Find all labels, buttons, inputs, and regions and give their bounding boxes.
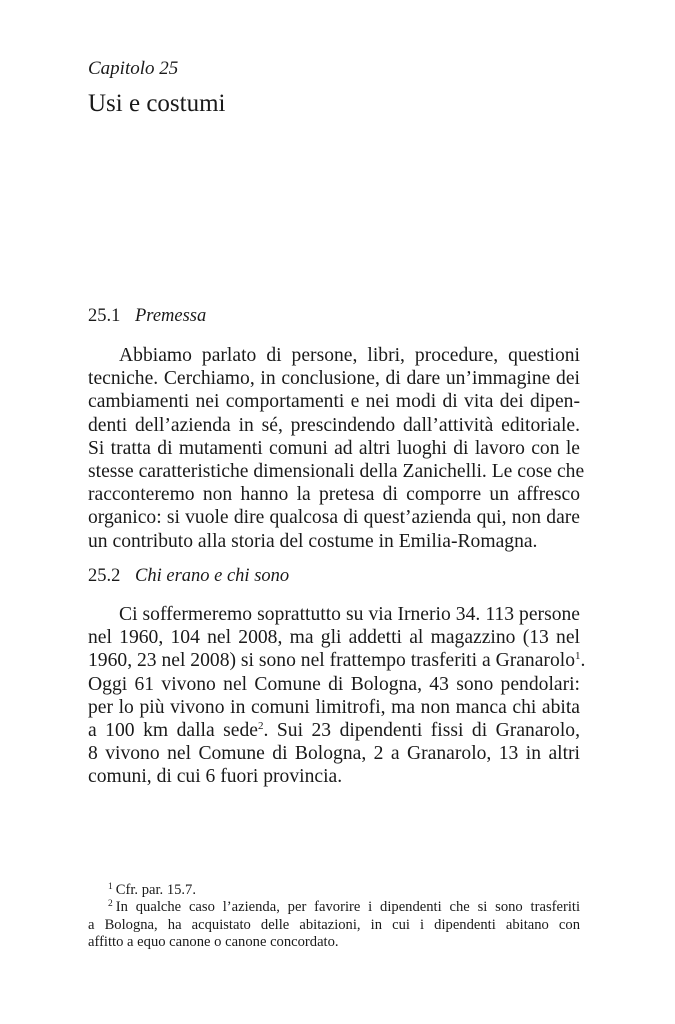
text-line: Si tratta di mutamenti comuni ad altri luoghi di lavoro con le xyxy=(88,437,580,459)
section-heading-premessa xyxy=(88,306,206,327)
text-line: organico: si vuole dire qualcosa di quest’azienda qui, non dare xyxy=(88,507,580,529)
section-number: 25.1 xyxy=(88,306,121,326)
text-line xyxy=(88,649,586,672)
text-line: per lo più vivono in comuni limitrofi, ma non manca chi abita xyxy=(88,696,580,718)
text-line: 8 vivono nel Comune di Bologna, 2 a Granarolo, 13 in altri xyxy=(88,743,580,765)
section-title: Chi erano e chi sono xyxy=(135,566,290,586)
text-line: Abbiamo parlato di persone, libri, procedure, questioni xyxy=(119,345,580,366)
text-line: tecniche. Cerchiamo, in conclusione, di dare un’immagine dei xyxy=(88,368,580,390)
section-title: Premessa xyxy=(135,306,207,326)
text-line: racconteremo non hanno la pretesa di comporre un affresco xyxy=(88,484,580,506)
footnote-text: Cfr. par. 15.7. xyxy=(115,882,197,898)
footnotes xyxy=(88,882,580,952)
paragraph-premessa xyxy=(88,344,585,553)
paragraph-chi-erano xyxy=(88,603,586,789)
footnote-ref-2[interactable]: 2 xyxy=(257,719,264,732)
text-line: Ci soffermeremo soprattutto su via Irnerio 34. 113 persone xyxy=(119,604,580,625)
chapter-title: Usi e costumi xyxy=(88,90,226,117)
footnote-1 xyxy=(88,882,580,899)
text-fragment: 1960, 23 nel 2008) si sono nel frattempo trasferiti a Granarolo xyxy=(88,650,575,672)
footnote-mark: 1 xyxy=(108,882,113,892)
text-line: un contributo alla storia del costume in Emilia-Romagna. xyxy=(88,530,538,552)
section-number: 25.2 xyxy=(88,566,121,586)
text-fragment: . xyxy=(580,650,586,672)
text-line: denti dell’azienda in sé, prescindendo dall’attività editoriale. xyxy=(88,414,580,436)
text-line xyxy=(88,719,580,742)
text-line: cambiamenti nei comportamenti e nei modi di vita dei dipen- xyxy=(88,391,580,413)
text-line: nel 1960, 104 nel 2008, ma gli addetti al magazzino (13 nel xyxy=(88,627,580,649)
text-line: comuni, di cui 6 fuori provincia. xyxy=(88,766,343,788)
footnote-line: a Bologna, ha acquistato delle abitazioni, in cui i dipendenti abitano con xyxy=(88,916,580,933)
text-fragment: . Sui 23 dipendenti fissi di Granarolo, xyxy=(263,719,580,741)
footnote-ref-1[interactable]: 1 xyxy=(575,650,581,663)
text-line: Oggi 61 vivono nel Comune di Bologna, 43 sono pendolari: xyxy=(88,673,580,695)
footnote-text: In qualche caso l’azienda, per favorire i dipendenti che si sono trasferiti xyxy=(115,899,580,916)
section-heading-chi-erano xyxy=(88,566,289,587)
footnote-mark: 2 xyxy=(108,899,113,910)
footnote-2 xyxy=(88,899,580,916)
footnote-line: affitto a equo canone o canone concordato. xyxy=(88,934,339,951)
text-line: stesse caratteristiche dimensionali della Zanichelli. Le cose che xyxy=(88,460,585,482)
text-fragment: a 100 km dalla sede xyxy=(88,719,258,741)
chapter-label: Capitolo 25 xyxy=(88,58,179,79)
